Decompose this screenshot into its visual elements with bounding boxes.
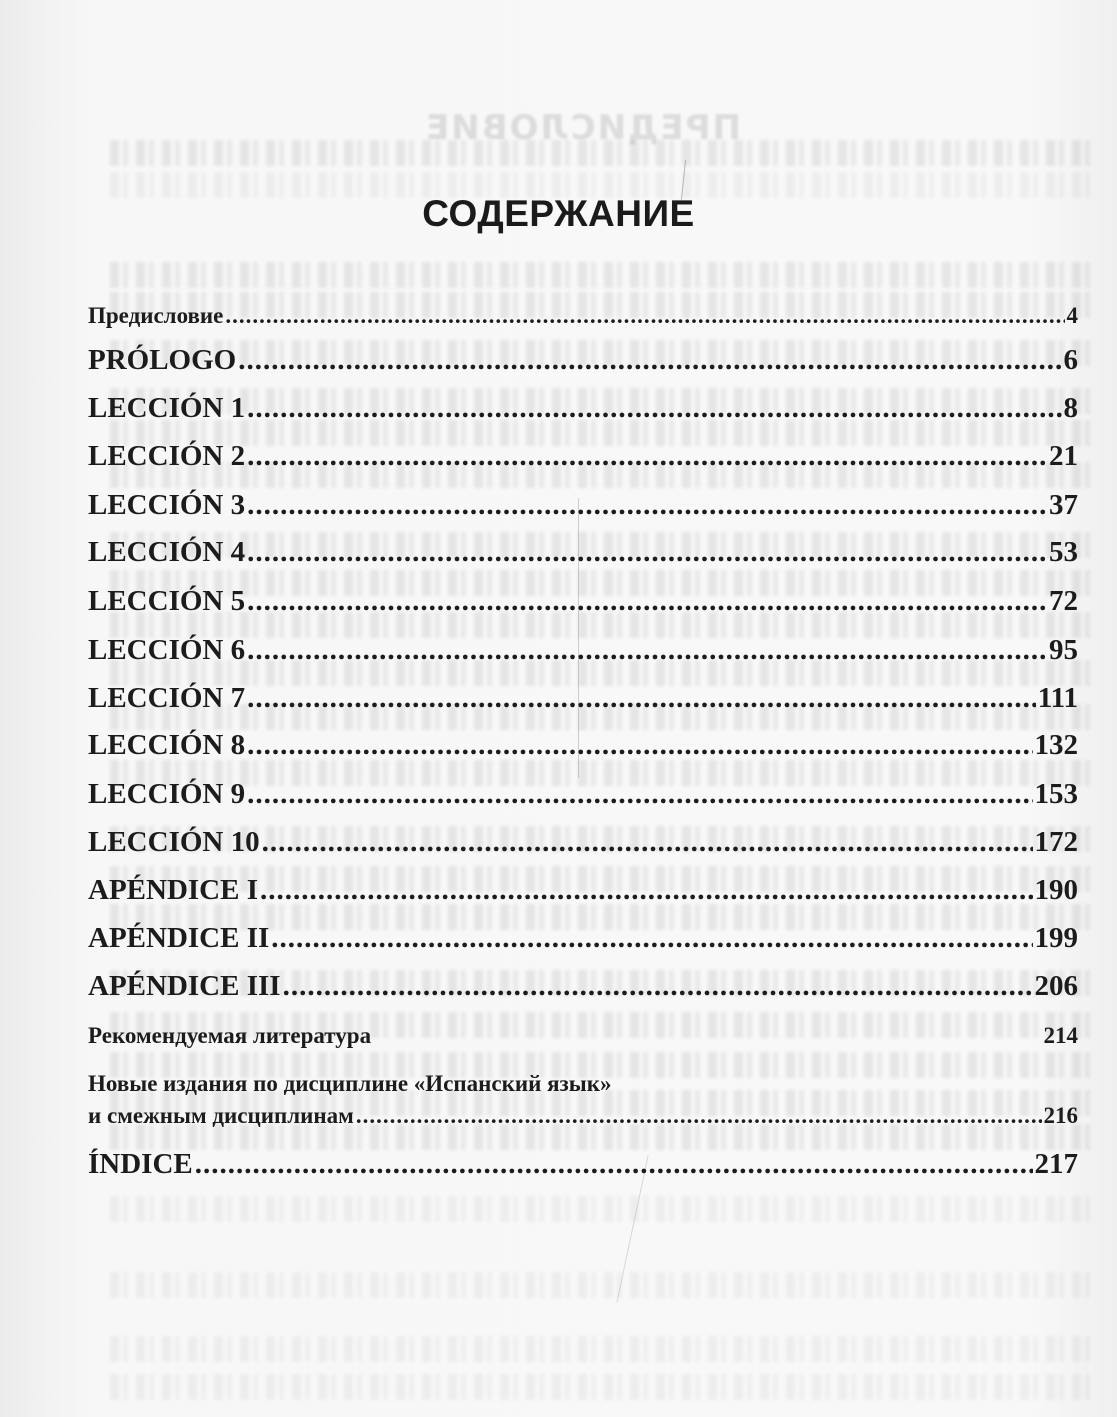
toc-entry-label: Предисловие <box>88 303 224 328</box>
toc-dot-leader <box>247 729 1032 762</box>
toc-entry-label: LECCIÓN 1 <box>88 392 246 424</box>
toc-dot-leader <box>271 922 1032 955</box>
toc-entry-label: APÉNDICE I <box>88 874 258 906</box>
toc-dot-leader <box>247 682 1036 715</box>
toc-page-number: 190 <box>1034 874 1078 906</box>
toc-entry-label: LECCIÓN 9 <box>88 778 246 810</box>
toc-entry-apendice-2[interactable] <box>88 922 1078 955</box>
bleed-through-line <box>110 1272 1090 1298</box>
toc-page-number: 214 <box>1043 1023 1078 1048</box>
toc-page-number: 6 <box>1063 344 1078 376</box>
bleed-through-heading: ПРЕДИСЛОВИЕ <box>424 108 742 148</box>
toc-entry-leccion-1[interactable] <box>88 392 1078 425</box>
toc-entry-leccion-3[interactable] <box>88 489 1078 522</box>
toc-dot-leader <box>225 303 1064 329</box>
bleed-through-line <box>110 262 1090 288</box>
toc-page-number: 217 <box>1034 1148 1078 1180</box>
toc-dot-leader <box>247 536 1047 569</box>
toc-entry-label: PRÓLOGO <box>88 344 237 376</box>
toc-page-number: 132 <box>1034 729 1078 761</box>
toc-entry-label: LECCIÓN 10 <box>88 826 260 858</box>
toc-entry-leccion-4[interactable] <box>88 536 1078 569</box>
toc-page-number: 206 <box>1034 970 1078 1002</box>
toc-page-number: 4 <box>1066 303 1078 328</box>
toc-entry-label: LECCIÓN 7 <box>88 682 246 714</box>
toc-entry-label: LECCIÓN 4 <box>88 536 246 568</box>
page-title: СОДЕРЖАНИЕ <box>422 193 695 234</box>
toc-dot-leader <box>195 1148 1033 1181</box>
toc-entry-new-editions[interactable] <box>88 1071 1078 1128</box>
toc-entry-label: APÉNDICE II <box>88 922 270 954</box>
toc-entry-label: LECCIÓN 2 <box>88 440 246 472</box>
toc-entry-leccion-2[interactable] <box>88 440 1078 473</box>
toc-dot-leader <box>247 489 1047 522</box>
toc-entry-label: LECCIÓN 3 <box>88 489 246 521</box>
toc-entry-label: ÍNDICE <box>88 1148 193 1180</box>
bleed-through-line <box>110 1196 1090 1222</box>
toc-entry-apendice-1[interactable] <box>88 874 1078 907</box>
toc-page-number: 53 <box>1049 536 1078 568</box>
bleed-through-line <box>110 1374 1090 1400</box>
toc-page-number: 72 <box>1049 585 1078 617</box>
toc-entry-indice[interactable] <box>88 1148 1078 1181</box>
toc-dot-leader <box>247 440 1047 473</box>
toc-entry-label: LECCIÓN 6 <box>88 634 246 666</box>
toc-entry-label: APÉNDICE III <box>88 970 281 1002</box>
toc-entry-leccion-5[interactable] <box>88 585 1078 618</box>
toc-page-number: 21 <box>1049 440 1078 472</box>
toc-entry-new-editions-line2 <box>88 1103 1078 1129</box>
toc-entry-leccion-7[interactable] <box>88 682 1078 715</box>
toc-entry-leccion-8[interactable] <box>88 729 1078 762</box>
toc-page-number: 216 <box>1043 1103 1078 1128</box>
toc-entry-label: LECCIÓN 8 <box>88 729 246 761</box>
bleed-through-line <box>110 140 1090 166</box>
bleed-through-line <box>110 1336 1090 1362</box>
toc-page-number: 37 <box>1049 489 1078 521</box>
toc-dot-leader <box>238 344 1061 377</box>
toc-entry-preface[interactable] <box>88 303 1078 329</box>
toc-dot-leader <box>247 778 1032 811</box>
toc-entry-label: LECCIÓN 5 <box>88 585 246 617</box>
toc-page-number: 153 <box>1034 778 1078 810</box>
toc-entry-literature[interactable] <box>88 1023 1078 1049</box>
toc-page-number: 111 <box>1037 682 1078 714</box>
toc-page-number: 199 <box>1034 922 1078 954</box>
toc-entry-label: Рекомендуемая литература <box>88 1023 372 1048</box>
toc-entry-apendice-3[interactable] <box>88 970 1078 1003</box>
toc-dot-leader <box>247 585 1047 618</box>
toc-entry-leccion-6[interactable] <box>88 634 1078 667</box>
toc-dot-leader <box>283 970 1033 1003</box>
toc-entry-label-line1: Новые издания по дисциплине «Испанский язык» <box>88 1071 612 1096</box>
toc-page-number: 8 <box>1063 392 1078 424</box>
toc-entry-prologo[interactable] <box>88 344 1078 377</box>
toc-entry-leccion-9[interactable] <box>88 778 1078 811</box>
toc-dot-leader <box>247 634 1047 667</box>
toc-dot-leader <box>260 874 1033 907</box>
toc-entry-leccion-10[interactable] <box>88 826 1078 859</box>
toc-entry-label-line2: и смежным дисциплинам <box>88 1103 354 1128</box>
toc-page-number: 95 <box>1049 634 1078 666</box>
toc-dot-leader <box>262 826 1033 859</box>
toc-dot-leader <box>356 1103 1042 1129</box>
toc-dot-leader <box>247 392 1061 425</box>
toc-page-number: 172 <box>1034 826 1078 858</box>
